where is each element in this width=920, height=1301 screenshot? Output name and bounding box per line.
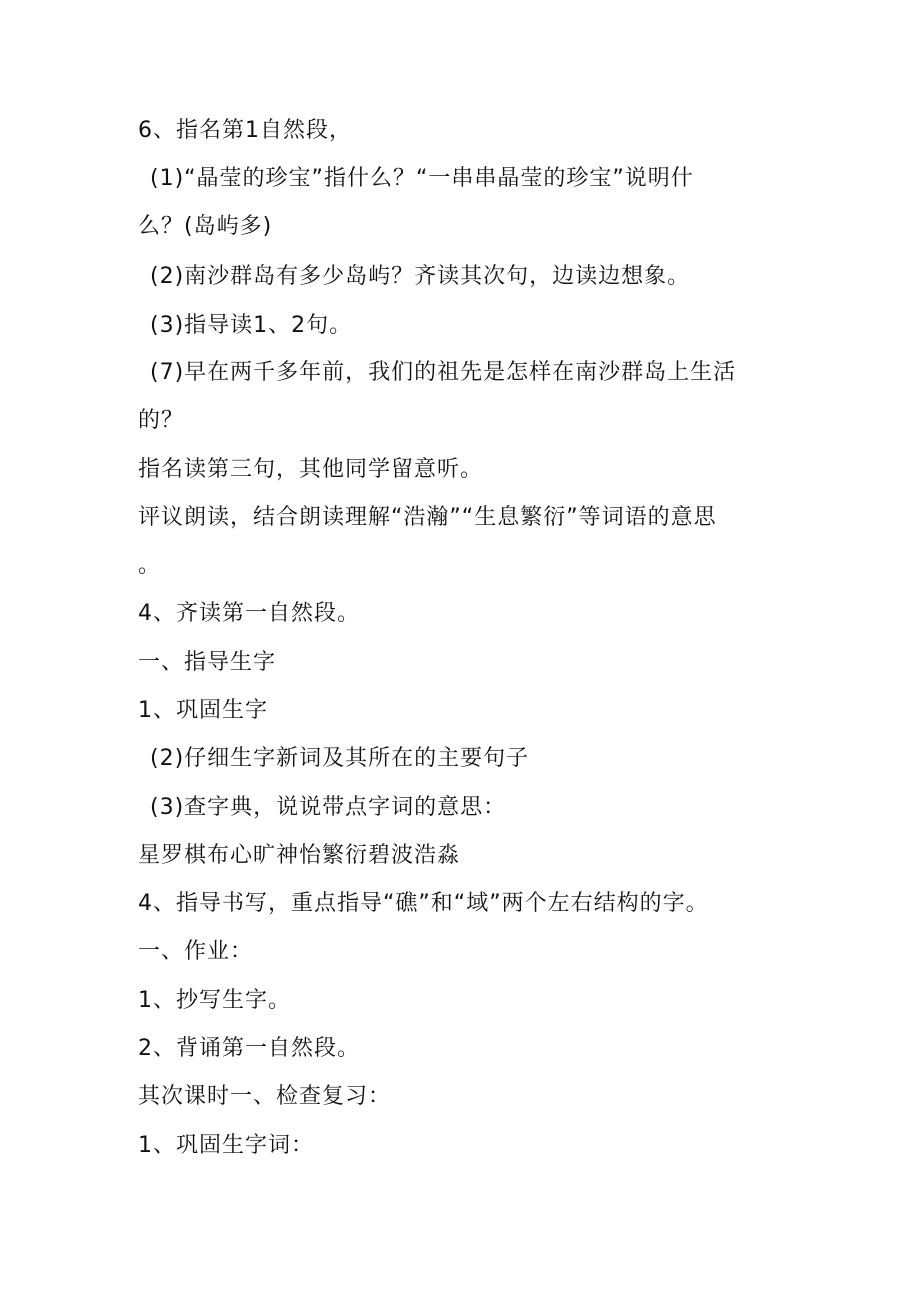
text-line: 1、抄写生字。 (138, 988, 291, 1013)
text-line: 。 (138, 553, 162, 578)
text-line: (3)指导读1、2句。 (150, 313, 353, 338)
text-line: (2)仔细生字新词及其所在的主要句子 (150, 746, 530, 771)
text-line: 1、巩固生字词： (138, 1133, 314, 1158)
text-line: 评议朗读，结合朗读理解“浩瀚”“生息繁衍”等词语的意思 (138, 505, 717, 530)
text-line: (1)“晶莹的珍宝”指什么？“一串串晶莹的珍宝”说明什 (150, 166, 694, 191)
text-line: 4、指导书写，重点指导“礁”和“域”两个左右结构的字。 (138, 891, 709, 916)
text-line: 的？ (138, 408, 185, 433)
text-line: 6、指名第1自然段， (138, 118, 352, 143)
text-line: (7)早在两千多年前，我们的祖先是怎样在南沙群岛上生活 (150, 360, 737, 385)
text-line: 指名读第三句，其他同学留意听。 (138, 457, 484, 482)
text-line: 其次课时一、检查复习： (138, 1084, 392, 1109)
text-line: (2)南沙群岛有多少岛屿？齐读其次句，边读边想象。 (150, 264, 691, 289)
text-line: 2、背诵第一自然段。 (138, 1036, 360, 1061)
text-line: (3)查字典，说说带点字词的意思： (150, 795, 507, 820)
text-line: 一、指导生字 (138, 650, 277, 675)
text-line: 星罗棋布心旷神怡繁衍碧波浩淼 (138, 843, 461, 868)
text-line: 1、巩固生字 (138, 698, 268, 723)
text-line: 4、齐读第一自然段。 (138, 601, 360, 626)
text-line: 一、作业： (138, 939, 254, 964)
text-line: 么？(岛屿多) (138, 214, 273, 239)
